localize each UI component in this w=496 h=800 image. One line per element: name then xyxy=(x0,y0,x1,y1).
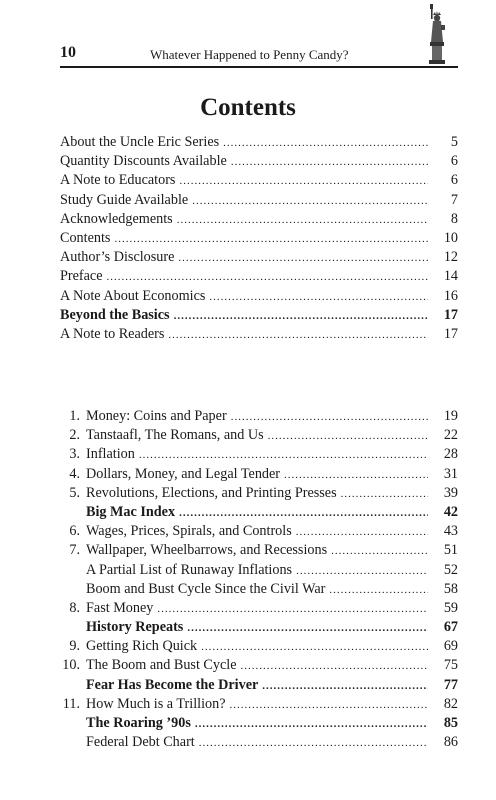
dot-leader xyxy=(177,211,428,229)
dot-leader xyxy=(209,288,428,306)
toc-page-number: 12 xyxy=(443,249,458,266)
dot-leader xyxy=(107,268,428,286)
dot-leader xyxy=(231,408,428,426)
toc-entry-title: Beyond the Basics xyxy=(60,306,170,323)
dot-leader xyxy=(195,715,428,733)
toc-entry-title: The Roaring ’90s xyxy=(86,715,191,731)
toc-entry xyxy=(60,618,458,637)
toc-entry-title: Federal Debt Chart xyxy=(86,734,195,751)
toc-entry-title: History Repeats xyxy=(86,619,184,636)
toc-entry xyxy=(60,152,458,171)
chapter-number: 11. xyxy=(62,695,80,712)
dot-leader xyxy=(230,696,428,714)
toc-entry xyxy=(60,465,458,484)
contents-heading: Contents xyxy=(200,94,296,121)
toc-entry xyxy=(60,676,458,695)
dot-leader xyxy=(223,134,428,152)
toc-page-number: 8 xyxy=(450,210,458,227)
dot-leader xyxy=(262,677,428,695)
toc-entry-title: Quantity Discounts Available xyxy=(60,153,227,170)
chapter-list xyxy=(60,407,458,752)
toc-page-number: 59 xyxy=(443,599,458,616)
toc-page-number: 19 xyxy=(443,408,458,424)
dot-leader xyxy=(187,619,428,637)
dot-leader xyxy=(157,600,428,618)
header-rule xyxy=(60,66,458,68)
toc-page-number: 85 xyxy=(443,715,458,731)
dot-leader xyxy=(114,230,428,248)
toc-entry-title: A Note to Readers xyxy=(60,325,165,342)
toc-page-number: 14 xyxy=(443,268,458,285)
chapter-number: 2. xyxy=(69,427,80,444)
book-title: Whatever Happened to Penny Candy? xyxy=(150,47,349,62)
toc-page-number: 39 xyxy=(443,484,458,501)
toc-entry-title: Acknowledgements xyxy=(60,210,173,227)
toc-page-number: 10 xyxy=(443,229,458,246)
toc-entry-title: Boom and Bust Cycle Since the Civil War xyxy=(86,580,326,597)
toc-page-number: 82 xyxy=(443,695,458,712)
toc-page-number: 86 xyxy=(443,734,458,751)
chapter-number: 4. xyxy=(69,465,80,482)
toc-page-number: 17 xyxy=(443,325,458,342)
toc-page-number: 58 xyxy=(443,580,458,597)
dot-leader xyxy=(168,326,428,344)
toc-entry xyxy=(60,229,458,248)
toc-entry-title: Money: Coins and Paper xyxy=(86,408,227,424)
toc-entry-title: How Much is a Trillion? xyxy=(86,695,226,712)
toc-entry xyxy=(60,656,458,675)
front-matter-list xyxy=(60,133,458,344)
toc-entry xyxy=(60,171,458,190)
statue-of-liberty-icon xyxy=(424,2,452,66)
toc-entry xyxy=(60,541,458,560)
toc-entry xyxy=(60,191,458,210)
dot-leader xyxy=(139,446,428,464)
toc-page-number: 7 xyxy=(450,191,458,208)
dot-leader xyxy=(192,192,428,210)
chapter-number: 9. xyxy=(69,638,80,655)
toc-entry-title: Big Mac Index xyxy=(86,503,176,520)
toc-page-number: 5 xyxy=(450,134,458,150)
toc-entry xyxy=(60,637,458,656)
running-head xyxy=(60,40,450,66)
toc-entry xyxy=(60,210,458,229)
toc-entry xyxy=(60,522,458,541)
toc-entry xyxy=(60,733,458,752)
toc-page-number: 42 xyxy=(443,503,458,520)
toc-entry-title: Dollars, Money, and Legal Tender xyxy=(86,465,281,482)
dot-leader xyxy=(178,249,428,267)
toc-entry-title: Preface xyxy=(60,268,103,285)
dot-leader xyxy=(284,466,428,484)
chapter-number: 3. xyxy=(69,446,80,463)
toc-entry xyxy=(60,248,458,267)
toc-entry-title: About the Uncle Eric Series xyxy=(60,134,220,150)
toc-entry-title: Wages, Prices, Spirals, and Controls xyxy=(86,523,292,540)
toc-entry-title: Author’s Disclosure xyxy=(60,249,175,266)
toc-page-number: 22 xyxy=(443,427,458,444)
chapter-number: 1. xyxy=(69,408,80,424)
toc-entry-title: Study Guide Available xyxy=(60,191,189,208)
dot-leader xyxy=(199,734,428,752)
toc-entry-title: Tanstaafl, The Romans, and Us xyxy=(86,427,264,444)
toc-entry-title: A Partial List of Runaway Inflations xyxy=(86,561,293,578)
toc-page-number: 69 xyxy=(443,638,458,655)
toc-page-number: 67 xyxy=(443,619,458,636)
dot-leader xyxy=(201,638,428,656)
dot-leader xyxy=(331,542,428,560)
toc-entry-title: Wallpaper, Wheelbarrows, and Recessions xyxy=(86,542,328,559)
toc-entry-title: Getting Rich Quick xyxy=(86,638,198,655)
toc-entry xyxy=(60,484,458,503)
chapter-number: 10. xyxy=(62,657,80,674)
toc-entry-title: A Note to Educators xyxy=(60,172,176,189)
dot-leader xyxy=(174,307,428,325)
toc-entry-title: The Boom and Bust Cycle xyxy=(86,657,237,674)
dot-leader xyxy=(179,172,428,190)
toc-page-number: 6 xyxy=(450,172,458,189)
toc-entry-title: Fear Has Become the Driver xyxy=(86,676,259,693)
toc-entry xyxy=(60,714,458,733)
toc-page-number: 31 xyxy=(443,465,458,482)
toc-entry xyxy=(60,407,458,426)
toc-page-number: 28 xyxy=(443,446,458,463)
dot-leader xyxy=(296,562,428,580)
dot-leader xyxy=(341,485,428,503)
dot-leader xyxy=(241,657,428,675)
chapter-number: 8. xyxy=(69,599,80,616)
dot-leader xyxy=(231,153,428,171)
toc-page-number: 51 xyxy=(443,542,458,559)
toc-entry-title: A Note About Economics xyxy=(60,287,206,304)
toc-entry-title: Inflation xyxy=(86,446,135,463)
dot-leader xyxy=(179,504,428,522)
toc-entry xyxy=(60,599,458,618)
toc-page-number: 52 xyxy=(443,561,458,578)
toc-entry xyxy=(60,133,458,152)
toc-entry xyxy=(60,426,458,445)
toc-entry-title: Contents xyxy=(60,229,111,246)
toc-entry-title: Fast Money xyxy=(86,599,154,616)
toc-page-number: 77 xyxy=(443,676,458,693)
toc-entry xyxy=(60,695,458,714)
dot-leader xyxy=(329,581,428,599)
toc-entry xyxy=(60,267,458,286)
chapter-number: 6. xyxy=(69,523,80,540)
toc-page-number: 43 xyxy=(443,523,458,540)
dot-leader xyxy=(296,523,428,541)
toc-page-number: 16 xyxy=(443,287,458,304)
toc-entry xyxy=(60,580,458,599)
toc-page-number: 6 xyxy=(450,153,458,170)
chapter-number: 5. xyxy=(69,484,80,501)
toc-entry xyxy=(60,561,458,580)
dot-leader xyxy=(268,427,428,445)
toc-page-number: 17 xyxy=(443,306,458,323)
toc-entry xyxy=(60,445,458,464)
toc-page-number: 75 xyxy=(443,657,458,674)
toc-entry xyxy=(60,325,458,344)
toc-entry xyxy=(60,503,458,522)
page-number: 10 xyxy=(60,44,76,61)
toc-entry-title: Revolutions, Elections, and Printing Presses xyxy=(86,484,337,501)
chapter-number: 7. xyxy=(69,542,80,559)
toc-entry xyxy=(60,287,458,306)
toc-entry xyxy=(60,306,458,325)
